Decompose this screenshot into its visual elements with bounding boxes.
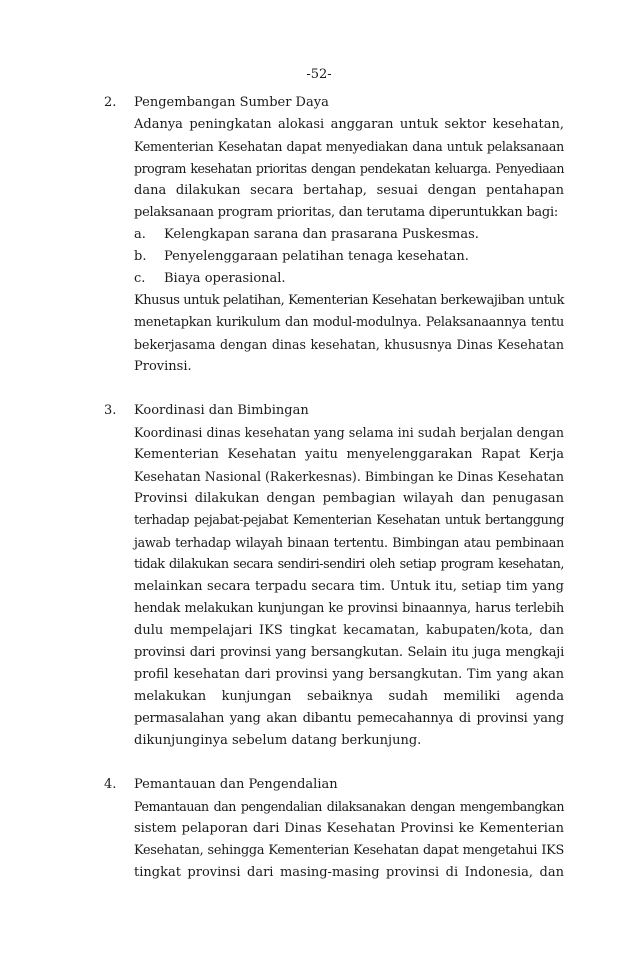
paragraph-line: jawab terhadap wilayah binaan tertentu. Bimbingan atau pembinaan — [134, 535, 564, 550]
paragraph-line: Adanya peningkatan alokasi anggaran untuk sektor kesehatan, — [134, 117, 564, 132]
section-number: 4. — [104, 777, 117, 792]
paragraph-line: dana dilakukan secara bertahap, sesuai dengan pentahapan — [134, 183, 564, 198]
paragraph-line: Koordinasi dinas kesehatan yang selama ini sudah berjalan dengan — [134, 425, 564, 440]
list-item — [134, 246, 564, 268]
section-title: Pemantauan dan Pengendalian — [134, 777, 338, 792]
section-title: Pengembangan Sumber Daya — [134, 95, 329, 110]
section-heading — [104, 92, 564, 114]
paragraph-line: terhadap pejabat-pejabat Kementerian Kesehatan untuk bertanggung — [134, 513, 564, 528]
section-2 — [104, 92, 564, 378]
paragraph-line: Khusus untuk pelatihan, Kementerian Kesehatan berkewajiban untuk — [134, 293, 564, 308]
list-item — [134, 224, 564, 246]
list-item-text: Penyelenggaraan pelatihan tenaga kesehatan. — [164, 249, 469, 264]
section-heading — [104, 774, 564, 796]
section-heading — [104, 400, 564, 422]
page-number: -52- — [306, 67, 332, 82]
section-body — [134, 114, 564, 378]
list-marker: c. — [134, 271, 146, 286]
paragraph-line: permasalahan yang akan dibantu pemecahannya di provinsi yang — [134, 711, 564, 726]
paragraph-line: menetapkan kurikulum dan modul-modulnya. Pelaksanaannya tentu — [134, 315, 564, 330]
paragraph-line: dulu mempelajari IKS tingkat kecamatan, kabupaten/kota, dan — [134, 623, 564, 638]
paragraph-line: tidak dilakukan secara sendiri-sendiri oleh setiap program kesehatan, — [134, 557, 564, 572]
list-item — [134, 268, 564, 290]
paragraph-line: Provinsi dilakukan dengan pembagian wilayah dan penugasan — [134, 491, 564, 506]
paragraph-line: Kesehatan Nasional (Rakerkesnas). Bimbingan ke Dinas Kesehatan — [134, 469, 564, 484]
section-number: 3. — [104, 403, 117, 418]
paragraph-line: melainkan secara terpadu secara tim. Untuk itu, setiap tim yang — [134, 579, 564, 594]
paragraph-line: Pemantauan dan pengendalian dilaksanakan dengan mengembangkan — [134, 799, 564, 814]
section-body — [134, 796, 564, 884]
list-marker: a. — [134, 227, 146, 242]
paragraph-line: dikunjunginya sebelum datang berkunjung. — [134, 733, 422, 748]
section-title: Koordinasi dan Bimbingan — [134, 403, 309, 418]
paragraph-line: sistem pelaporan dari Dinas Kesehatan Provinsi ke Kementerian — [134, 821, 564, 836]
list-item-text: Biaya operasional. — [164, 271, 286, 286]
section-4 — [104, 774, 564, 884]
paragraph-line: provinsi dari provinsi yang bersangkutan. Selain itu juga mengkaji — [134, 645, 564, 660]
section-body — [134, 422, 564, 752]
paragraph-line: Provinsi. — [134, 359, 192, 374]
paragraph-line: pelaksanaan program prioritas, dan terutama diperuntukkan bagi: — [134, 205, 559, 220]
paragraph-line: Kementerian Kesehatan dapat menyediakan dana untuk pelaksanaan — [134, 139, 564, 154]
list-marker: b. — [134, 249, 147, 264]
paragraph-line: tingkat provinsi dari masing-masing provinsi di Indonesia, dan — [134, 865, 564, 880]
paragraph-line: melakukan kunjungan sebaiknya sudah memiliki agenda — [134, 689, 564, 704]
paragraph-line: program kesehatan prioritas dengan pendekatan keluarga. Penyediaan — [134, 161, 564, 176]
list-item-text: Kelengkapan sarana dan prasarana Puskesmas. — [164, 227, 479, 242]
paragraph-line: Kementerian Kesehatan yaitu menyelenggarakan Rapat Kerja — [134, 447, 564, 462]
paragraph-line: profil kesehatan dari provinsi yang bersangkutan. Tim yang akan — [134, 667, 564, 682]
paragraph-line: bekerjasama dengan dinas kesehatan, khususnya Dinas Kesehatan — [134, 337, 564, 352]
section-number: 2. — [104, 95, 117, 110]
paragraph-line: hendak melakukan kunjungan ke provinsi binaannya, harus terlebih — [134, 601, 564, 616]
section-3 — [104, 400, 564, 752]
paragraph-line: Kesehatan, sehingga Kementerian Kesehatan dapat mengetahui IKS — [134, 843, 564, 858]
